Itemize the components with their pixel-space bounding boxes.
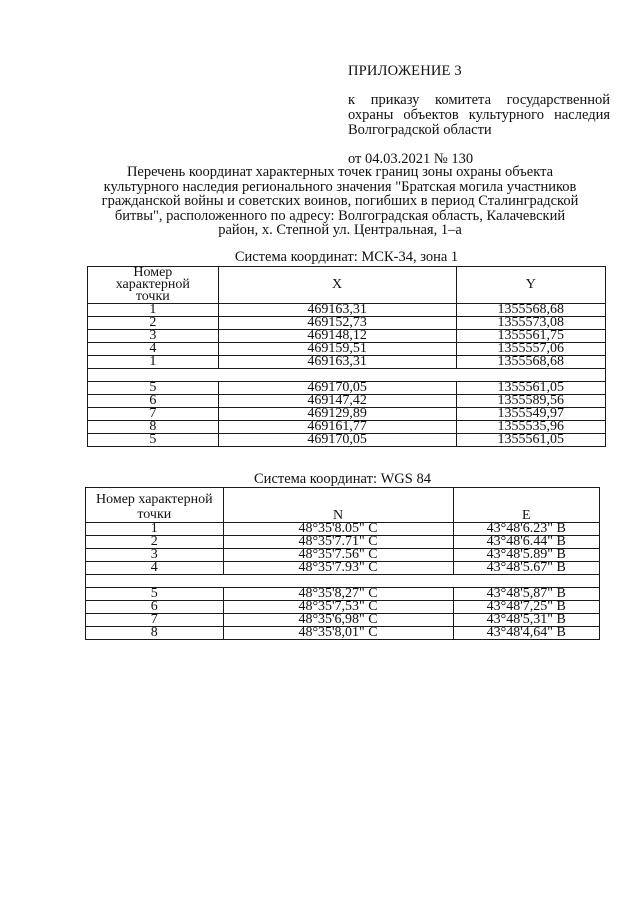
column-header-point-number: [88, 267, 219, 304]
y-value: 1355535,96: [456, 421, 606, 434]
x-value: 469159,51: [218, 343, 456, 356]
header-line: Номер: [133, 265, 173, 280]
heading-line-5: район, х. Степной ул. Центральная, 1–а: [218, 222, 462, 238]
column-header-x: X: [218, 267, 456, 304]
column-header-y: Y: [456, 267, 606, 304]
y-value: 1355561,75: [456, 330, 606, 343]
header-line: Номер характерной: [95, 492, 213, 507]
appendix-order-line-2: охраны объектов культурного наследия: [348, 107, 610, 123]
n-value: 48°35'7.71" С: [223, 536, 453, 549]
x-value: 469129,89: [218, 408, 456, 421]
appendix-date: от 04.03.2021 № 130: [348, 151, 474, 167]
x-value: 469163,31: [218, 304, 456, 317]
point-number: 4: [86, 562, 224, 575]
point-number: 8: [86, 627, 224, 640]
table-row: [86, 562, 600, 575]
n-value: 48°35'7.56" С: [223, 549, 453, 562]
point-number: 1: [88, 304, 219, 317]
point-number: 3: [86, 549, 224, 562]
n-value: 48°35'7.93" С: [223, 562, 453, 575]
point-number: 6: [86, 601, 224, 614]
point-number: 4: [88, 343, 219, 356]
n-value: 48°35'7,53" С: [223, 601, 453, 614]
n-value: 48°35'8.05" С: [223, 523, 453, 536]
heading-line-3: гражданской войны и советских воинов, погибших в период Сталинградской: [101, 193, 579, 209]
n-value: 48°35'8,01" С: [223, 627, 453, 640]
point-number: 5: [88, 382, 219, 395]
table-row: [88, 356, 606, 369]
coordinates-table-msk34: [87, 266, 606, 447]
table2-title: Система координат: WGS 84: [254, 471, 431, 487]
heading-line-2: культурного наследия регионального значения "Братская могила участников: [103, 178, 577, 195]
heading-line-1: Перечень координат характерных точек границ зоны охраны объекта: [126, 164, 554, 180]
e-value: 43°48'6.23" В: [453, 523, 600, 536]
e-value: 43°48'4,64" В: [453, 627, 600, 640]
header-line: характерной: [115, 277, 190, 292]
table1-title: Система координат: МСК-34, зона 1: [234, 249, 459, 265]
x-value: 469161,77: [218, 421, 456, 434]
e-value: 43°48'7,25" В: [453, 601, 600, 614]
y-value: 1355568,68: [456, 304, 606, 317]
e-value: 43°48'5,31" В: [453, 614, 600, 627]
point-number: 7: [88, 408, 219, 421]
y-value: 1355561,05: [456, 434, 606, 447]
point-number: 6: [88, 395, 219, 408]
x-value: 469148,12: [218, 330, 456, 343]
coordinates-table-wgs84: [85, 487, 600, 640]
document-heading: [60, 165, 620, 238]
header-line: точки: [137, 507, 172, 522]
heading-line-4: битвы", расположенного по адресу: Волгоградская область, Калачевский: [114, 207, 566, 224]
y-value: 1355573,08: [456, 317, 606, 330]
e-value: 43°48'6.44" В: [453, 536, 600, 549]
y-value: 1355557,06: [456, 343, 606, 356]
table-header-row: [88, 267, 606, 304]
point-number: 1: [88, 356, 219, 369]
point-number: 3: [88, 330, 219, 343]
column-header-point-number: [86, 488, 224, 523]
x-value: 469152,73: [218, 317, 456, 330]
appendix-title: ПРИЛОЖЕНИЕ 3: [348, 63, 462, 79]
header-line: точки: [135, 289, 170, 304]
point-number: 2: [86, 536, 224, 549]
point-number: 8: [88, 421, 219, 434]
y-value: 1355568,68: [456, 356, 606, 369]
point-number: 5: [88, 434, 219, 447]
point-number: 7: [86, 614, 224, 627]
table-header-row: [86, 488, 600, 523]
appendix-order-line-3: Волгоградской области: [348, 122, 492, 138]
appendix-order-line-1: к приказу комитета государственной: [348, 92, 610, 108]
e-value: 43°48'5.89" В: [453, 549, 600, 562]
y-value: 1355561,05: [456, 382, 606, 395]
point-number: 5: [86, 588, 224, 601]
appendix-header: [348, 64, 610, 167]
point-number: 1: [86, 523, 224, 536]
n-value: 48°35'8,27" С: [223, 588, 453, 601]
n-value: 48°35'6,98" С: [223, 614, 453, 627]
column-header-n: N: [223, 488, 453, 523]
x-value: 469163,31: [218, 356, 456, 369]
point-number: 2: [88, 317, 219, 330]
table-row: [86, 627, 600, 640]
table-row: [88, 434, 606, 447]
column-header-e: E: [453, 488, 600, 523]
x-value: 469147,42: [218, 395, 456, 408]
x-value: 469170,05: [218, 382, 456, 395]
x-value: 469170,05: [218, 434, 456, 447]
e-value: 43°48'5.67" В: [453, 562, 600, 575]
y-value: 1355589,56: [456, 395, 606, 408]
y-value: 1355549,97: [456, 408, 606, 421]
e-value: 43°48'5,87" В: [453, 588, 600, 601]
